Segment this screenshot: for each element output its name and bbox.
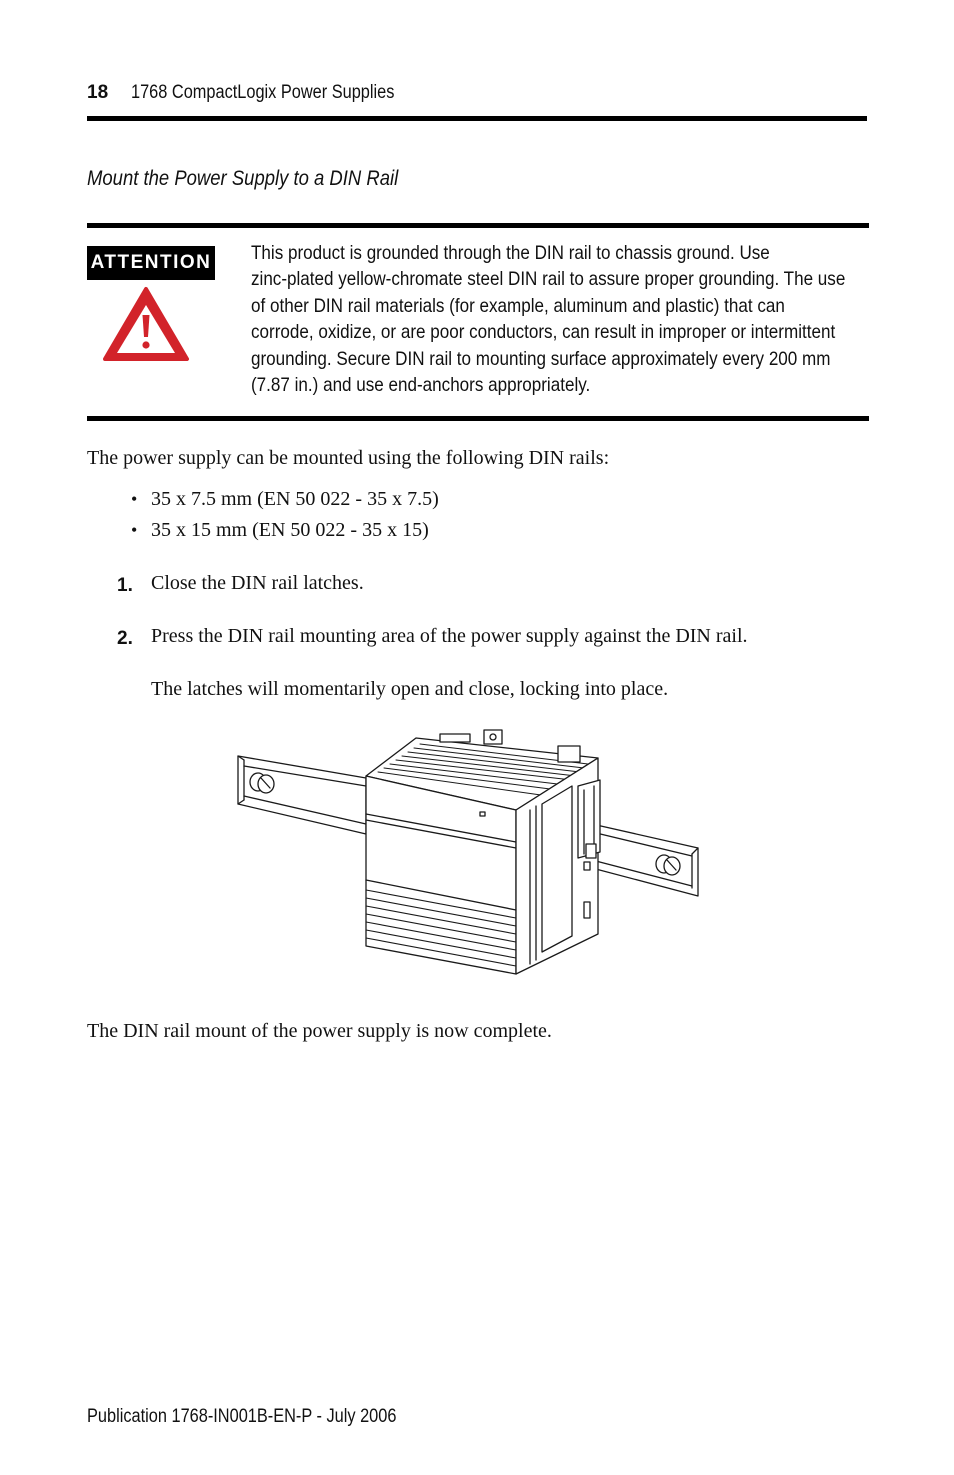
page-number: 18 [87,82,109,103]
footer-publication: Publication 1768-IN001B-EN-P - July 2006 [87,1406,397,1427]
attention-line: of other DIN rail materials (for example, aluminum and plastic) that can [251,294,785,317]
warning-triangle-icon [101,285,191,368]
din-rail-left [238,756,366,834]
attention-bottom-rule [87,416,869,421]
rail-type-item: 35 x 15 mm (EN 50 022 - 35 x 15) [151,519,429,541]
step-number: 2. [117,628,133,649]
bullet-dot: • [131,489,138,509]
attention-text [251,240,864,398]
rail-type-item: 35 x 7.5 mm (EN 50 022 - 35 x 7.5) [151,488,439,510]
din-rail-right [592,824,698,896]
attention-line: corrode, oxidize, or are poor conductors, can result in improper or intermittent [251,321,836,344]
attention-line: (7.87 in.) and use end-anchors appropriately. [251,374,591,397]
attention-line: grounding. Secure DIN rail to mounting surface approximately every 200 mm [251,347,831,370]
header-rule [87,116,867,121]
attention-top-rule [87,223,869,228]
section-heading: Mount the Power Supply to a DIN Rail [87,167,399,190]
intro-paragraph: The power supply can be mounted using the following DIN rails: [87,447,610,469]
attention-line: zinc-plated yellow-chromate steel DIN rail to assure proper grounding. The use [251,268,846,291]
din-rail-mount-illustration [236,724,702,985]
step-text: Close the DIN rail latches. [151,572,364,594]
attention-line: This product is grounded through the DIN rail to chassis ground. Use [251,242,770,264]
bullet-dot: • [131,520,138,540]
running-title: 1768 CompactLogix Power Supplies [131,82,395,103]
step-text: Press the DIN rail mounting area of the power supply against the DIN rail. [151,625,748,647]
closing-paragraph: The DIN rail mount of the power supply is now complete. [87,1020,552,1042]
attention-label: ATTENTION [87,246,215,280]
step-number: 1. [117,575,133,596]
step-note: The latches will momentarily open and close, locking into place. [151,678,669,700]
